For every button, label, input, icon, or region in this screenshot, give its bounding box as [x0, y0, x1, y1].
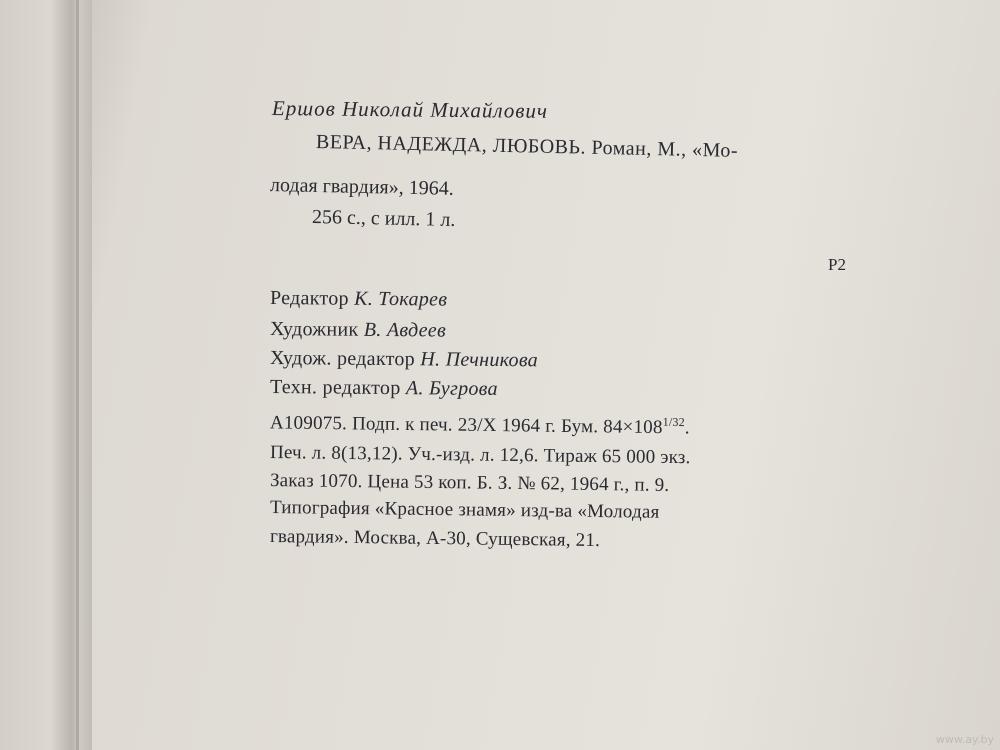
credit-person: К. Токарев [354, 287, 448, 311]
imprint-line-1-end: . [684, 417, 690, 439]
imprint-line-1-text: А109075. Подп. к печ. 23/Х 1964 г. Бум. 84×108 [269, 412, 663, 439]
credit-person: Н. Печникова [420, 348, 539, 372]
imprint-line-3: Заказ 1070. Цена 53 коп. Б. З. № 62, 1964 г., п. 9. [269, 470, 670, 496]
credit-artist [270, 318, 446, 343]
imprint-line-2: Печ. л. 8(13,12). Уч.-изд. л. 12,6. Тираж 65 000 экз. [269, 442, 691, 469]
paper-format-fraction: 1/32 [662, 414, 685, 430]
credit-role: Редактор [269, 287, 349, 310]
credit-role: Техн. редактор [269, 376, 401, 400]
title-line-3: 256 с., с илл. 1 л. [311, 206, 456, 232]
title-line-2: лодая гвардия», 1964. [269, 174, 454, 200]
credit-art-editor [270, 347, 538, 372]
imprint-line-5: гвардия». Москва, А-30, Сущевская, 21. [269, 526, 601, 552]
site-watermark: www.ay.by [935, 733, 994, 746]
author-name: Ершов Николай Михайлович [271, 96, 549, 123]
credit-editor [270, 287, 447, 312]
credit-tech-editor [270, 376, 498, 401]
credit-person: В. Авдеев [363, 318, 447, 342]
imprint-line-4: Типография «Красное знамя» изд-ва «Молодая [269, 497, 660, 523]
imprint-line-1 [270, 410, 690, 439]
credit-person: А. Бугрова [405, 377, 498, 400]
credit-role: Худож. редактор [269, 347, 416, 371]
classification-mark: Р2 [828, 255, 846, 274]
title-line-1: ВЕРА, НАДЕЖДА, ЛЮБОВЬ. Роман, М., «Мо- [315, 131, 739, 162]
credit-role: Художник [269, 318, 359, 341]
spine-fold [76, 0, 79, 750]
